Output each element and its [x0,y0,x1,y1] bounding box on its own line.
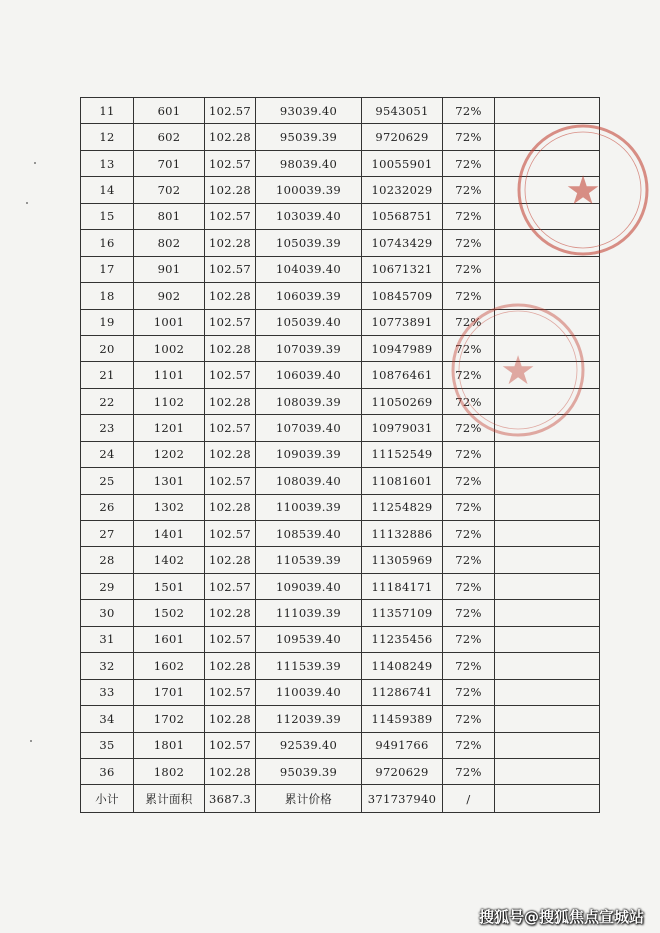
table-cell: 102.57 [205,626,256,652]
table-cell: 92539.40 [256,732,362,758]
table-row [81,626,600,652]
table-cell: 103039.40 [256,203,362,229]
table-cell: 10743429 [362,230,443,256]
table-cell: 11235456 [362,626,443,652]
table-cell: 102.57 [205,521,256,547]
table-cell [495,203,600,229]
table-cell: 102.57 [205,732,256,758]
table-cell: 小计 [81,785,134,813]
table-cell [495,547,600,573]
table-row [81,653,600,679]
table-cell: 902 [134,283,205,309]
table-cell: 102.57 [205,256,256,282]
table-cell: 72% [443,388,495,414]
table-cell: 102.57 [205,679,256,705]
table-cell: 109539.40 [256,626,362,652]
table-row [81,203,600,229]
table-cell: 11459389 [362,706,443,732]
table-row [81,732,600,758]
table-cell [495,468,600,494]
table-cell: 15 [81,203,134,229]
table-cell: 10979031 [362,415,443,441]
table-cell: 35 [81,732,134,758]
table-cell: 72% [443,758,495,784]
table-cell: 11081601 [362,468,443,494]
table-cell: 29 [81,573,134,599]
table-cell [495,124,600,150]
table-cell: 102.57 [205,150,256,176]
table-cell: 1102 [134,388,205,414]
table-cell: 106039.39 [256,283,362,309]
price-table [80,97,600,813]
table-cell: 102.57 [205,573,256,599]
table-cell: 72% [443,230,495,256]
table-cell: 93039.40 [256,98,362,124]
table-cell: 11132886 [362,521,443,547]
table-cell: 1502 [134,600,205,626]
table-cell: 72% [443,706,495,732]
table-cell: 72% [443,98,495,124]
table-cell: 1802 [134,758,205,784]
table-cell: 72% [443,679,495,705]
table-cell [495,283,600,309]
table-cell: 11 [81,98,134,124]
table-cell: 109039.40 [256,573,362,599]
table-cell: 26 [81,494,134,520]
table-cell: 10568751 [362,203,443,229]
table-cell: 9720629 [362,758,443,784]
table-cell: 110039.40 [256,679,362,705]
table-cell: 25 [81,468,134,494]
price-table-body [81,98,600,813]
table-cell: 72% [443,415,495,441]
table-cell: 22 [81,388,134,414]
table-cell: 102.28 [205,283,256,309]
table-cell: 102.57 [205,468,256,494]
table-cell: 105039.39 [256,230,362,256]
table-cell: 11305969 [362,547,443,573]
table-cell: 1701 [134,679,205,705]
table-cell: 23 [81,415,134,441]
scan-speck [30,740,32,742]
table-cell [495,600,600,626]
watermark: 搜狐号@搜狐焦点宣城站 [478,908,644,926]
table-cell: 105039.40 [256,309,362,335]
table-cell: 72% [443,256,495,282]
table-cell: 102.28 [205,388,256,414]
table-cell: 3687.3 [205,785,256,813]
table-row [81,468,600,494]
table-cell [495,653,600,679]
table-cell: 1101 [134,362,205,388]
table-cell: 102.57 [205,98,256,124]
table-cell [495,98,600,124]
table-cell: 106039.40 [256,362,362,388]
table-row [81,283,600,309]
table-cell [495,309,600,335]
table-cell [495,150,600,176]
table-cell: 72% [443,150,495,176]
table-cell [495,415,600,441]
table-row [81,679,600,705]
table-cell [495,362,600,388]
table-cell [495,521,600,547]
table-cell [495,441,600,467]
table-cell: 108039.39 [256,388,362,414]
table-cell: 1801 [134,732,205,758]
table-row [81,521,600,547]
table-cell: 72% [443,600,495,626]
table-cell: 1702 [134,706,205,732]
table-cell: 27 [81,521,134,547]
seal-star-glyph: ★ [500,348,536,394]
table-cell: 21 [81,362,134,388]
table-cell: 19 [81,309,134,335]
table-cell: 1302 [134,494,205,520]
table-cell: 11254829 [362,494,443,520]
table-cell: 102.28 [205,124,256,150]
table-cell: 72% [443,441,495,467]
table-cell: 10773891 [362,309,443,335]
table-cell: 72% [443,309,495,335]
table-cell [495,679,600,705]
table-cell: 1501 [134,573,205,599]
table-cell: 107039.39 [256,335,362,361]
table-cell: 累计价格 [256,785,362,813]
table-row [81,98,600,124]
table-cell: 72% [443,203,495,229]
table-cell: 371737940 [362,785,443,813]
table-cell: 102.57 [205,309,256,335]
scan-speck [26,202,28,204]
table-cell: 30 [81,600,134,626]
table-cell: 10055901 [362,150,443,176]
table-cell: 13 [81,150,134,176]
table-cell: 102.57 [205,415,256,441]
table-cell: 901 [134,256,205,282]
table-cell: 102.28 [205,230,256,256]
table-cell: 72% [443,573,495,599]
table-row [81,256,600,282]
table-cell: 11184171 [362,573,443,599]
table-cell: 34 [81,706,134,732]
table-cell: 累计面积 [134,785,205,813]
table-row [81,706,600,732]
table-cell: 72% [443,653,495,679]
table-cell: 17 [81,256,134,282]
table-row [81,758,600,784]
table-cell: 11286741 [362,679,443,705]
table-cell: 72% [443,362,495,388]
table-row [81,230,600,256]
table-cell: 110039.39 [256,494,362,520]
table-cell: 702 [134,177,205,203]
table-cell: 10671321 [362,256,443,282]
table-cell: 72% [443,177,495,203]
table-row [81,441,600,467]
table-cell: 72% [443,335,495,361]
table-cell: 28 [81,547,134,573]
table-cell: 102.57 [205,203,256,229]
table-cell: 11050269 [362,388,443,414]
table-row [81,177,600,203]
table-cell: 102.28 [205,335,256,361]
table-cell: 10232029 [362,177,443,203]
table-row [81,124,600,150]
table-cell: 601 [134,98,205,124]
table-cell: 111539.39 [256,653,362,679]
table-cell: 11408249 [362,653,443,679]
table-cell: 1401 [134,521,205,547]
table-cell: 31 [81,626,134,652]
table-cell: 102.28 [205,441,256,467]
table-cell: 20 [81,335,134,361]
subtotal-row [81,785,600,813]
table-cell: 14 [81,177,134,203]
table-cell: 1301 [134,468,205,494]
table-cell [495,494,600,520]
table-cell: 10876461 [362,362,443,388]
table-cell: 72% [443,468,495,494]
table-row [81,573,600,599]
table-cell: 109039.39 [256,441,362,467]
table-cell [495,758,600,784]
table-row [81,362,600,388]
table-cell: 102.28 [205,547,256,573]
table-cell: 107039.40 [256,415,362,441]
table-cell: 1601 [134,626,205,652]
table-row [81,335,600,361]
table-cell: 108539.40 [256,521,362,547]
table-cell: 102.28 [205,177,256,203]
table-row [81,309,600,335]
table-cell [495,626,600,652]
table-cell [495,256,600,282]
table-cell: 102.28 [205,653,256,679]
table-cell [495,177,600,203]
table-cell [495,230,600,256]
table-cell: 95039.39 [256,758,362,784]
table-row [81,150,600,176]
table-cell [495,335,600,361]
table-cell: 110539.39 [256,547,362,573]
table-cell [495,785,600,813]
table-cell: 9543051 [362,98,443,124]
table-cell: 1602 [134,653,205,679]
table-cell: 9720629 [362,124,443,150]
table-cell: 72% [443,732,495,758]
table-cell: 102.57 [205,362,256,388]
table-cell: 701 [134,150,205,176]
table-cell: 104039.40 [256,256,362,282]
table-cell: 602 [134,124,205,150]
table-cell: 72% [443,494,495,520]
table-row [81,600,600,626]
table-cell: 72% [443,521,495,547]
seal-star-glyph: ★ [565,168,601,214]
table-cell: 9491766 [362,732,443,758]
table-row [81,547,600,573]
table-cell: 98039.40 [256,150,362,176]
table-cell [495,388,600,414]
table-cell: 72% [443,283,495,309]
table-cell: 102.28 [205,600,256,626]
table-cell: 102.28 [205,494,256,520]
table-cell [495,706,600,732]
table-cell: 1201 [134,415,205,441]
table-cell: / [443,785,495,813]
table-cell: 802 [134,230,205,256]
table-cell [495,732,600,758]
table-cell: 1202 [134,441,205,467]
table-cell: 24 [81,441,134,467]
table-cell: 32 [81,653,134,679]
table-cell: 16 [81,230,134,256]
table-cell: 10947989 [362,335,443,361]
table-cell: 72% [443,626,495,652]
table-cell: 108039.40 [256,468,362,494]
table-cell: 33 [81,679,134,705]
table-cell: 72% [443,547,495,573]
table-cell: 11357109 [362,600,443,626]
table-cell: 1002 [134,335,205,361]
table-row [81,415,600,441]
table-cell: 10845709 [362,283,443,309]
table-cell: 102.28 [205,706,256,732]
table-cell: 95039.39 [256,124,362,150]
table-cell: 72% [443,124,495,150]
table-cell: 801 [134,203,205,229]
table-cell: 111039.39 [256,600,362,626]
table-cell: 102.28 [205,758,256,784]
table-row [81,388,600,414]
table-cell: 36 [81,758,134,784]
scan-speck [34,162,36,164]
table-cell: 18 [81,283,134,309]
table-cell: 112039.39 [256,706,362,732]
table-cell: 11152549 [362,441,443,467]
table-cell: 1001 [134,309,205,335]
table-cell: 100039.39 [256,177,362,203]
table-row [81,494,600,520]
table-cell: 12 [81,124,134,150]
table-cell [495,573,600,599]
table-cell: 1402 [134,547,205,573]
